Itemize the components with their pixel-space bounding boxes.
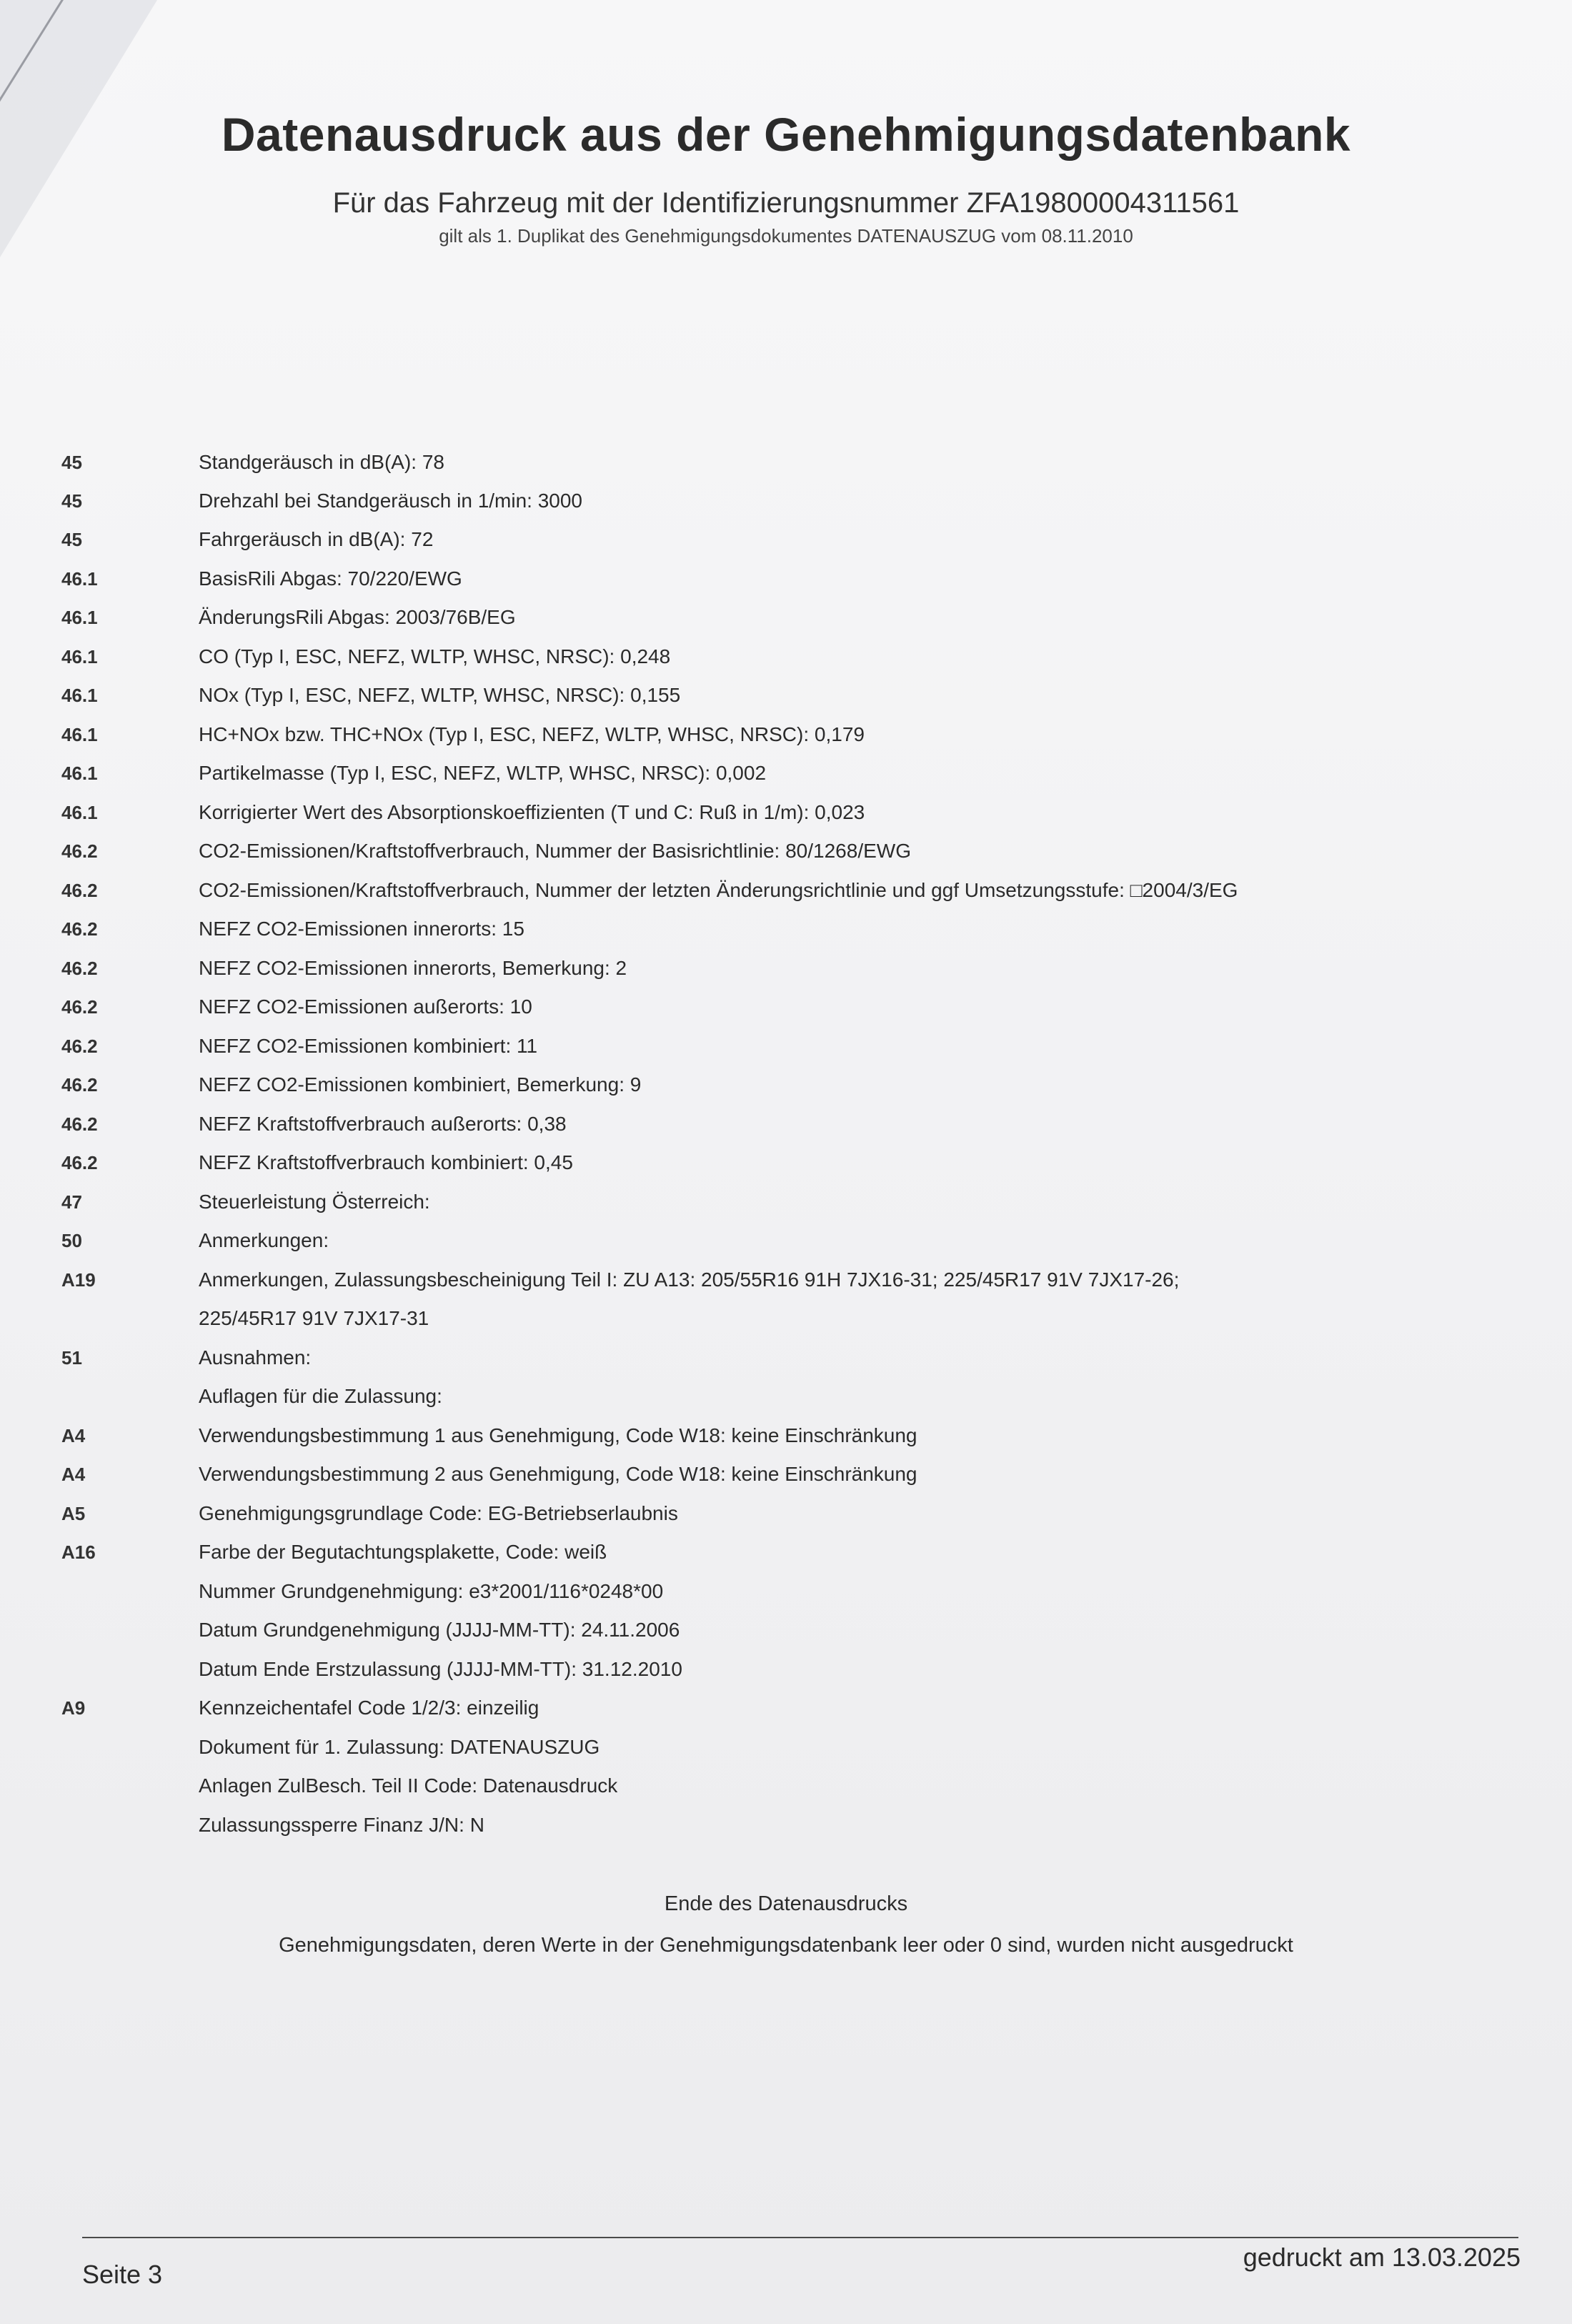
table-row [0,676,1572,715]
field-code: A19 [61,1269,96,1291]
field-code: 47 [61,1191,82,1213]
empty-values-note: Genehmigungsdaten, deren Werte in der Genehmigungsdatenbank leer oder 0 sind, wurden nicht ausgedruckt [279,1934,1293,1957]
field-code: 46.2 [61,1152,98,1173]
table-row [0,1806,1572,1844]
field-text: NOx (Typ I, ESC, NEFZ, WLTP, WHSC, NRSC): 0,155 [199,684,681,706]
field-text: Ausnahmen: [199,1346,312,1369]
field-text: Datum Grundgenehmigung (JJJJ-MM-TT): 24.11.2006 [199,1619,680,1641]
field-code: 46.2 [61,996,98,1018]
field-code: 45 [61,452,82,473]
table-row [0,560,1572,598]
field-text: Kennzeichentafel Code 1/2/3: einzeilig [199,1697,539,1719]
field-code: 50 [61,1230,82,1251]
table-row [0,832,1572,870]
field-code: 46.1 [61,724,98,745]
field-code: 46.2 [61,918,98,940]
field-text: Anmerkungen, Zulassungsbescheinigung Teil I: ZU A13: 205/55R16 91H 7JX16-31; 225/45R17 91V 7JX17-26; [199,1268,1180,1291]
field-code: 46.2 [61,880,98,901]
table-row [0,1455,1572,1494]
field-text: Korrigierter Wert des Absorptionskoeffizienten (T und C: Ruß in 1/m): 0,023 [199,801,865,823]
field-text: Verwendungsbestimmung 1 aus Genehmigung, Code W18: keine Einschränkung [199,1424,917,1446]
field-code: 51 [61,1347,82,1369]
field-code: 46.2 [61,1074,98,1096]
table-row [0,1494,1572,1533]
field-code: 46.2 [61,958,98,979]
field-code: A5 [61,1503,86,1524]
table-row [0,1339,1572,1377]
field-code: A4 [61,1425,86,1446]
table-row [0,1105,1572,1143]
table-row [0,1767,1572,1805]
field-text: NEFZ CO2-Emissionen kombiniert: 11 [199,1035,538,1057]
field-text: Dokument für 1. Zulassung: DATENAUSZUG [199,1736,600,1758]
field-code: 46.2 [61,1113,98,1135]
field-text: Auflagen für die Zulassung: [199,1385,442,1407]
field-code: 46.1 [61,685,98,706]
field-text: Steuerleistung Österreich: [199,1191,430,1213]
table-row [0,1533,1572,1571]
table-row [0,1611,1572,1649]
footer-divider [82,2237,1518,2238]
field-text: Anlagen ZulBesch. Teil II Code: Datenausdruck [199,1774,618,1797]
table-row [0,715,1572,754]
table-row [0,1221,1572,1260]
table-row [0,871,1572,910]
table-row [0,1572,1572,1611]
field-text: NEFZ Kraftstoffverbrauch außerorts: 0,38 [199,1113,567,1135]
field-code: 45 [61,529,82,550]
field-code: A4 [61,1464,86,1485]
field-text: NEFZ CO2-Emissionen innerorts, Bemerkung: 2 [199,957,627,979]
table-row [0,1261,1572,1299]
end-of-printout: Ende des Datenausdrucks [664,1892,908,1915]
field-code: A16 [61,1541,96,1563]
table-row [0,598,1572,637]
field-code: 46.1 [61,763,98,784]
field-text: Farbe der Begutachtungsplakette, Code: weiß [199,1541,607,1563]
field-text: NEFZ Kraftstoffverbrauch kombiniert: 0,45 [199,1151,573,1173]
field-text: Fahrgeräusch in dB(A): 72 [199,528,434,550]
table-row [0,1416,1572,1455]
field-text: Nummer Grundgenehmigung: e3*2001/116*0248*00 [199,1580,664,1602]
table-row [0,1650,1572,1689]
field-text: NEFZ CO2-Emissionen außerorts: 10 [199,995,532,1018]
printed-date: gedruckt am 13.03.2025 [1243,2243,1521,2272]
field-text: Genehmigungsgrundlage Code: EG-Betriebserlaubnis [199,1502,678,1524]
field-code: 46.1 [61,646,98,667]
table-row [0,1377,1572,1416]
field-text: Anmerkungen: [199,1229,329,1251]
table-row [0,949,1572,988]
field-text: Datum Ende Erstzulassung (JJJJ-MM-TT): 31.12.2010 [199,1658,682,1680]
table-row [0,1143,1572,1182]
table-row [0,793,1572,832]
table-row [0,637,1572,676]
field-text: CO2-Emissionen/Kraftstoffverbrauch, Nummer der letzten Änderungsrichtlinie und ggf Umsetzungsstufe: □2004/3/EG [199,879,1238,901]
table-row [0,1689,1572,1727]
field-text: Verwendungsbestimmung 2 aus Genehmigung, Code W18: keine Einschränkung [199,1463,917,1485]
field-text: Drehzahl bei Standgeräusch in 1/min: 3000 [199,490,583,512]
field-text: NEFZ CO2-Emissionen innerorts: 15 [199,918,524,940]
field-text: ÄnderungsRili Abgas: 2003/76B/EG [199,606,516,628]
field-code: 45 [61,490,82,512]
field-code: 46.2 [61,840,98,862]
table-row [0,910,1572,948]
field-text: CO (Typ I, ESC, NEFZ, WLTP, WHSC, NRSC): 0,248 [199,645,671,667]
field-code: 46.1 [61,607,98,628]
field-code: 46.1 [61,802,98,823]
page-number: Seite 3 [82,2260,163,2289]
field-code: A9 [61,1697,86,1719]
duplicate-note: gilt als 1. Duplikat des Genehmigungsdokumentes DATENAUSZUG vom 08.11.2010 [439,225,1133,247]
table-row [0,1299,1572,1338]
table-row [0,1183,1572,1221]
field-code: 46.1 [61,568,98,590]
field-code: 46.2 [61,1036,98,1057]
field-text: HC+NOx bzw. THC+NOx (Typ I, ESC, NEFZ, WLTP, WHSC, NRSC): 0,179 [199,723,865,745]
field-text: Zulassungssperre Finanz J/N: N [199,1814,484,1836]
table-row [0,988,1572,1026]
field-text: NEFZ CO2-Emissionen kombiniert, Bemerkung: 9 [199,1073,642,1096]
table-row [0,482,1572,520]
field-text: Partikelmasse (Typ I, ESC, NEFZ, WLTP, WHSC, NRSC): 0,002 [199,762,767,784]
field-text: BasisRili Abgas: 70/220/EWG [199,567,462,590]
vehicle-id-line: Für das Fahrzeug mit der Identifizierungsnummer ZFA19800004311561 [332,187,1240,219]
document-title: Datenausdruck aus der Genehmigungsdatenbank [221,108,1351,161]
field-text: Standgeräusch in dB(A): 78 [199,451,444,473]
field-text: 225/45R17 91V 7JX17-31 [199,1307,429,1329]
table-row [0,754,1572,793]
document-header [0,107,1572,247]
field-text: CO2-Emissionen/Kraftstoffverbrauch, Nummer der Basisrichtlinie: 80/1268/EWG [199,840,911,862]
table-row [0,1066,1572,1104]
table-row [0,1027,1572,1066]
table-row [0,1728,1572,1767]
table-row [0,443,1572,482]
table-row [0,520,1572,559]
